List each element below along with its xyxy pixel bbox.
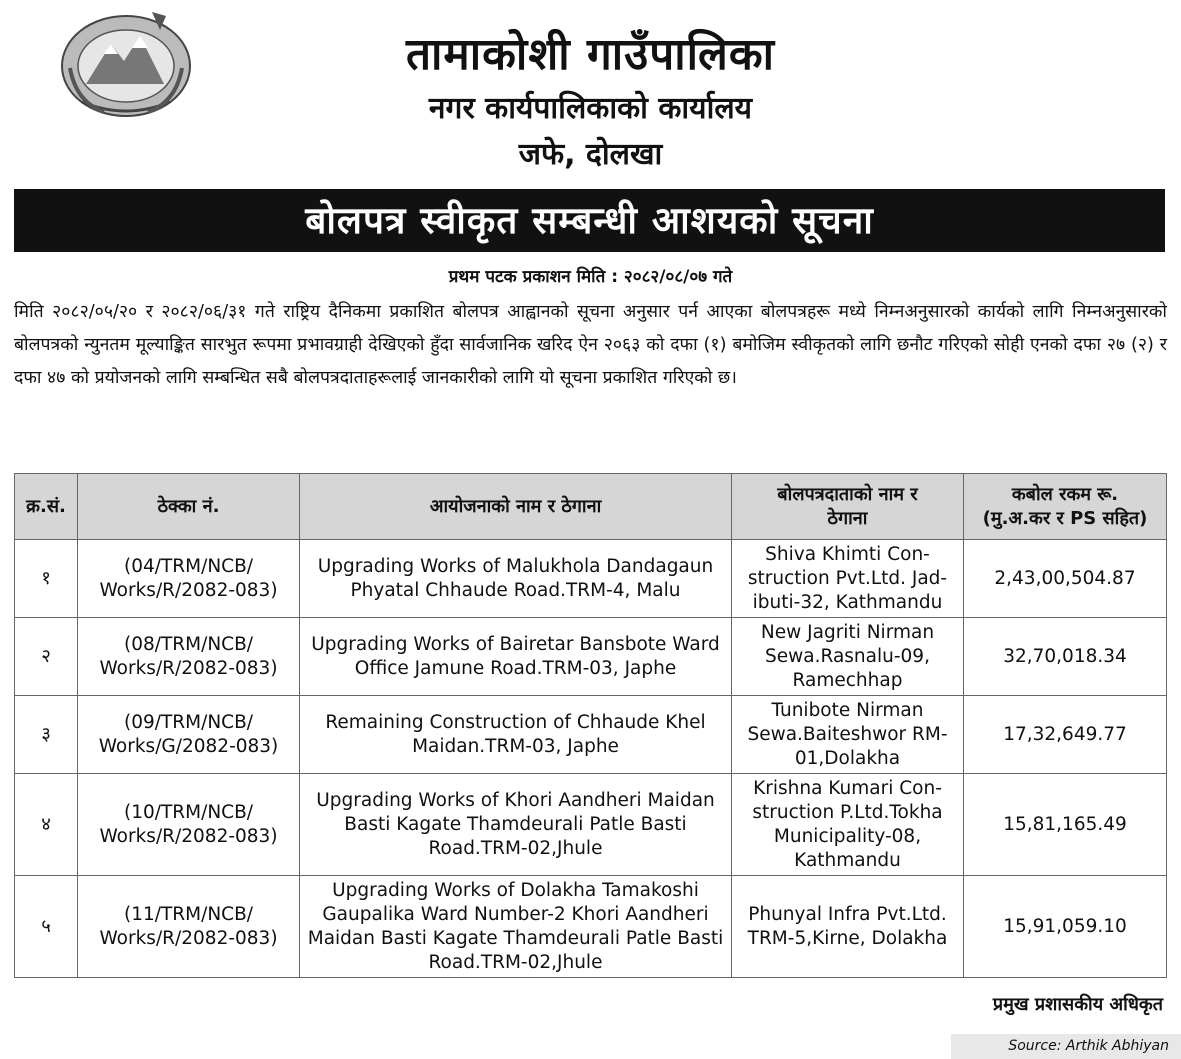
table-row [15,774,1167,876]
table-row [15,876,1167,978]
cell-contract: (08/TRM/NCB/ Works/R/2082-083) [78,618,300,696]
cell-amount: 17,32,649.77 [964,696,1167,774]
notice-paragraph: मिति २०८२/०५/२० र २०८२/०६/३१ गते राष्ट्रिय दैनिकमा प्रकाशित बोलपत्र आह्वानको सूचना अनुसार पर्न आएका बोलपत्रहरू मध्ये निम्नअनुसारको कार्यको लागि निम्नअनुसारको बोलपत्रको न्युनतम मूल्याङ्कित सारभुत रूपमा प्रभावग्राही देखिएको हुँदा सार्वजानिक खरिद ऐन २०६३ को दफा (१) बमोजिम स्वीकृतको लागि छनौट गरिएको सोही एनको दफा २७ (२) र दफा ४७ को प्रयोजनको लागि सम्बन्धित सबै बोलपत्रदाताहरूलाई जानकारीको लागि यो सूचना प्रकाशित गरिएको छ। [14,302,1167,388]
cell-amount: 15,81,165.49 [964,774,1167,876]
office-name: नगर कार्यपालिकाको कार्यालय [428,91,753,126]
cell-contract: (04/TRM/NCB/ Works/R/2082-083) [78,540,300,618]
header-amount-line2: (मु.अ.कर र PS सहित) [982,507,1148,529]
header-sn: क्र.सं. [15,474,78,540]
cell-contract: (10/TRM/NCB/ Works/R/2082-083) [78,774,300,876]
cell-project: Remaining Construction of Chhaude Khel Maidan.TRM-03, Japhe [300,696,732,774]
cell-contract: (09/TRM/NCB/ Works/G/2082-083) [78,696,300,774]
header-project: आयोजनाको नाम र ठेगाना [300,474,732,540]
cell-amount: 32,70,018.34 [964,618,1167,696]
header-amount [964,474,1167,540]
publication-date: प्रथम पटक प्रकाशन मिति : २०८२/०८/०७ गते [448,267,733,287]
table-header-row [15,474,1167,540]
header-bidder [732,474,964,540]
source-credit: Source: Arthik Abhiyan [951,1034,1181,1059]
cell-bidder: Phunyal Infra Pvt.Ltd. TRM-5,Kirne, Dolakha [732,876,964,978]
cell-bidder: Krishna Kumari Con- struction P.Ltd.Tokha Municipality-08, Kathmandu [732,774,964,876]
header-bidder-line1: बोलपत्रदाताको नाम र [777,483,918,505]
table-row [15,696,1167,774]
cell-sn: ५ [15,876,78,978]
cell-sn: ३ [15,696,78,774]
office-address: जफे, दोलखा [518,137,663,172]
cell-contract: (11/TRM/NCB/ Works/R/2082-083) [78,876,300,978]
header-amount-line1: कबोल रकम रू. [1011,483,1119,505]
cell-sn: ४ [15,774,78,876]
cell-project: Upgrading Works of Malukhola Dandagaun Phyatal Chhaude Road.TRM-4, Malu [300,540,732,618]
header-bidder-line2: ठेगाना [827,507,868,529]
cell-project: Upgrading Works of Dolakha Tamakoshi Gaupalika Ward Number-2 Khori Aandheri Maidan Basti Kagate Thamdeurali Patle Basti Road.TRM-02,Jhule [300,876,732,978]
cell-bidder: Shiva Khimti Con- struction Pvt.Ltd. Jad- ibuti-32, Kathmandu [732,540,964,618]
cell-project: Upgrading Works of Khori Aandheri Maidan Basti Kagate Thamdeurali Patle Basti Road.TRM-02,Jhule [300,774,732,876]
header-contract-no: ठेक्का नं. [78,474,300,540]
table-row [15,618,1167,696]
cell-amount: 2,43,00,504.87 [964,540,1167,618]
cell-amount: 15,91,059.10 [964,876,1167,978]
cell-project: Upgrading Works of Bairetar Bansbote Ward Office Jamune Road.TRM-03, Japhe [300,618,732,696]
municipality-title: तामाकोशी गाउँपालिका [405,29,776,80]
cell-bidder: New Jagriti Nirman Sewa.Rasnalu-09, Ramechhap [732,618,964,696]
cell-sn: १ [15,540,78,618]
table-row [15,540,1167,618]
cell-bidder: Tunibote Nirman Sewa.Baiteshwor RM- 01,Dolakha [732,696,964,774]
cell-sn: २ [15,618,78,696]
notice-title-banner: बोलपत्र स्वीकृत सम्बन्धी आशयको सूचना [14,189,1165,252]
bid-acceptance-table [14,473,1167,978]
signatory-title: प्रमुख प्रशासकीय अधिकृत [992,994,1163,1015]
